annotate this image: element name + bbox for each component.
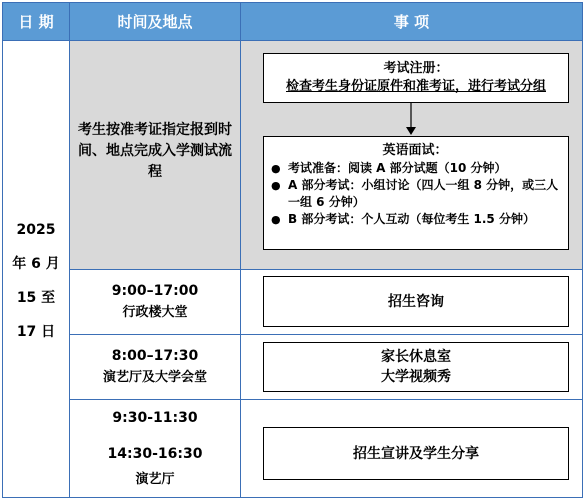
- date-year: 2025: [16, 222, 56, 238]
- interview-title: 英语面试：: [382, 143, 448, 158]
- header-matters: [241, 3, 582, 40]
- grid-line: [70, 399, 582, 400]
- english-interview-box: [263, 136, 569, 250]
- exam-register-box: [263, 53, 569, 103]
- grid-line: [69, 3, 70, 497]
- row-talk-event-box: [263, 427, 569, 480]
- header-date: [3, 3, 69, 40]
- registration-instruction-text: 考生按准考证指定报到时间、地点完成入学测试流程: [78, 121, 232, 180]
- grid-line: [70, 269, 582, 270]
- header-date-label: 日 期: [18, 13, 54, 31]
- grid-line: [3, 40, 582, 41]
- row-talk-time2: 14:30-16:30: [107, 445, 203, 462]
- date-day-to: 17 日: [16, 324, 56, 340]
- row-rest-time: [70, 335, 240, 399]
- header-matters-label: 事 项: [393, 13, 430, 31]
- interview-item: ● A 部分考试：小组讨论（四人一组 8 分钟，或三人一组 6 分钟）: [268, 177, 562, 211]
- grid-line: [70, 334, 582, 335]
- date-month: 年 6 月: [12, 256, 60, 272]
- row-consult-time: [70, 270, 240, 334]
- exam-register-detail: 检查考生身份证原件和准考证，进行考试分组: [285, 79, 546, 94]
- interview-item: ● 考试准备：阅读 A 部分试题（10 分钟）: [268, 160, 562, 177]
- grid-line: [240, 3, 241, 497]
- row-consult-time-text: 9:00–17:00: [111, 283, 199, 299]
- row-rest-event-line1: 家长休息室: [381, 349, 451, 365]
- exam-register-title: 考试注册：: [383, 61, 449, 76]
- registration-instruction: [75, 41, 235, 269]
- row-consult-place: 行政楼大堂: [122, 305, 188, 320]
- row-rest-time-text: 8:00–17:30: [111, 348, 199, 364]
- row-talk-time: [70, 400, 240, 497]
- date-day-from: 15 至: [16, 290, 56, 306]
- row-consult-event-box: [263, 276, 569, 327]
- down-arrow-icon: [405, 103, 417, 135]
- row-talk-event: 招生宣讲及学生分享: [353, 445, 479, 462]
- interview-list: [268, 160, 562, 228]
- interview-item: ● B 部分考试：个人互动（每位考生 1.5 分钟）: [268, 211, 562, 228]
- row-talk-place: 演艺厅: [135, 471, 175, 487]
- schedule-table: [2, 2, 583, 498]
- row-talk-time1: 9:30-11:30: [112, 409, 198, 426]
- header-time-place-label: 时间及地点: [117, 13, 193, 31]
- row-rest-event-box: [263, 342, 569, 392]
- row-rest-place: 演艺厅及大学会堂: [102, 370, 207, 385]
- date-cell: [3, 41, 69, 497]
- row-rest-event-line2: 大学视频秀: [381, 369, 451, 385]
- row-consult-event: 招生咨询: [388, 293, 444, 310]
- header-time-place: [70, 3, 240, 40]
